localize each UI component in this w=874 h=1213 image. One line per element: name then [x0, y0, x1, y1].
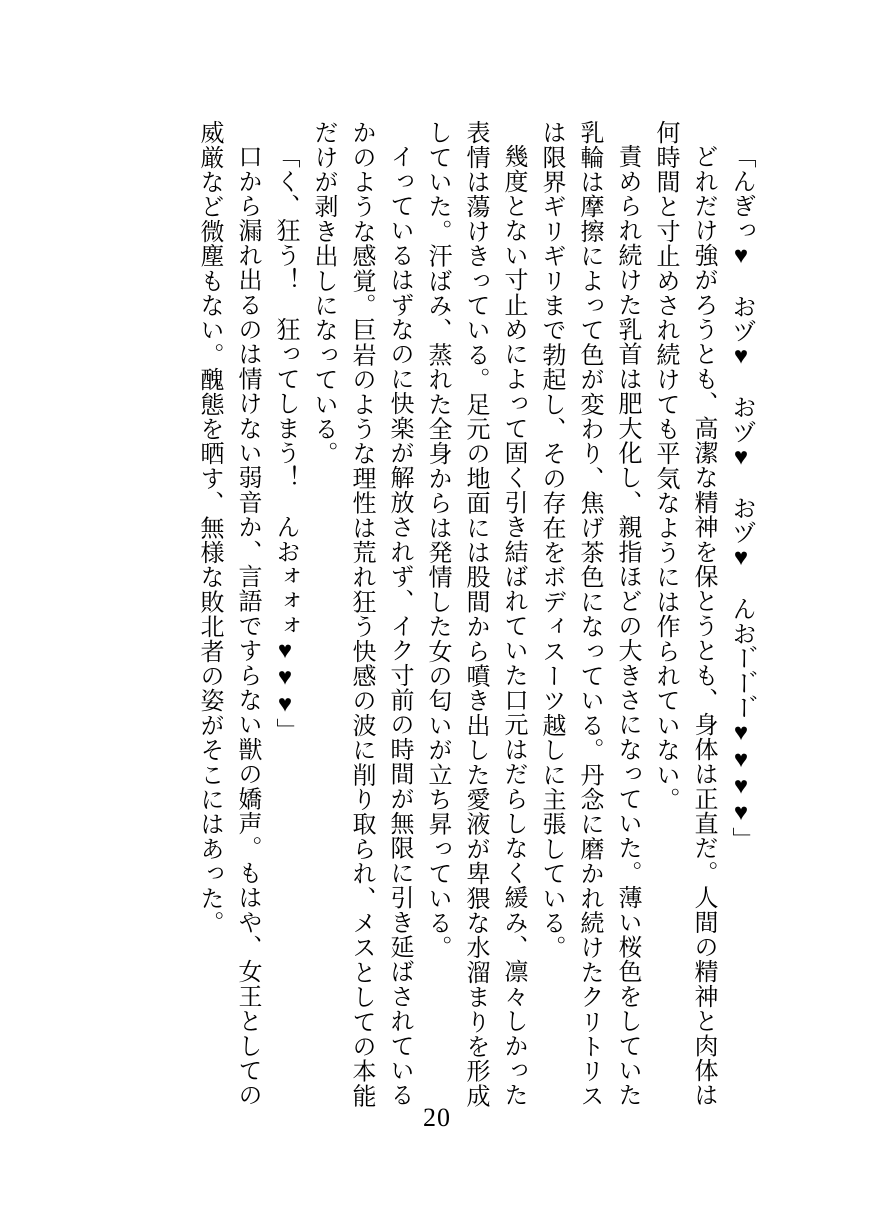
paragraph-narrative-4: イっているはずなのに快楽が解放されず、イク寸前の時間が無限に引き延ばされているかのような感覚。巨岩のような理性は荒れ狂う快感の波に削り取られ、メスとしての本能だけが剥き出しになっている。: [310, 120, 412, 1108]
paragraph-narrative-3: 幾度とない寸止めによって固く引き結ばれていた口元はだらしなく緩み、凛々しかった表情は蕩けきっている。足元の地面には股間から噴き出した愛液が卑猥な水溜まりを形成していた。汗ばみ、蒸れた全身からは発情した女の匂いが立ち昇っている。: [424, 120, 526, 1108]
paragraph-narrative-2: 責められ続けた乳首は肥大化し、親指ほどの大きさになっていた。薄い桜色をしていた乳輪は摩擦によって色が変わり、焦げ茶色になっている。丹念に磨かれ続けたクリトリスは限界ギリギリまで勃起し、その存在をボディスーツ越しに主張している。: [538, 120, 640, 1108]
vertical-text-block: [190, 120, 760, 1110]
page-number: 20: [423, 1103, 451, 1132]
paragraph-dialogue-2: 「く、狂う！ 狂ってしまう！ んおォォォ♥♥♥」: [272, 144, 298, 743]
paragraph-dialogue-1: 「んぎっ♥ おヅ♥ おヅ♥ おヅ♥ んおー゙ー゙ー゙♥♥♥♥」: [728, 144, 754, 852]
paragraph-narrative-5: 口から漏れ出るのは情けない弱音か、言語ですらない獣の嬌声。もはや、女王としての威厳など微塵もない。醜態を晒す、無様な敗北者の姿がそこにはあった。: [196, 120, 260, 1108]
paragraph-narrative-1: どれだけ強がろうとも、高潔な精神を保とうとも、身体は正直だ。人間の精神と肉体は何時間と寸止めされ続けても平気なようには作られていない。: [652, 120, 716, 1108]
